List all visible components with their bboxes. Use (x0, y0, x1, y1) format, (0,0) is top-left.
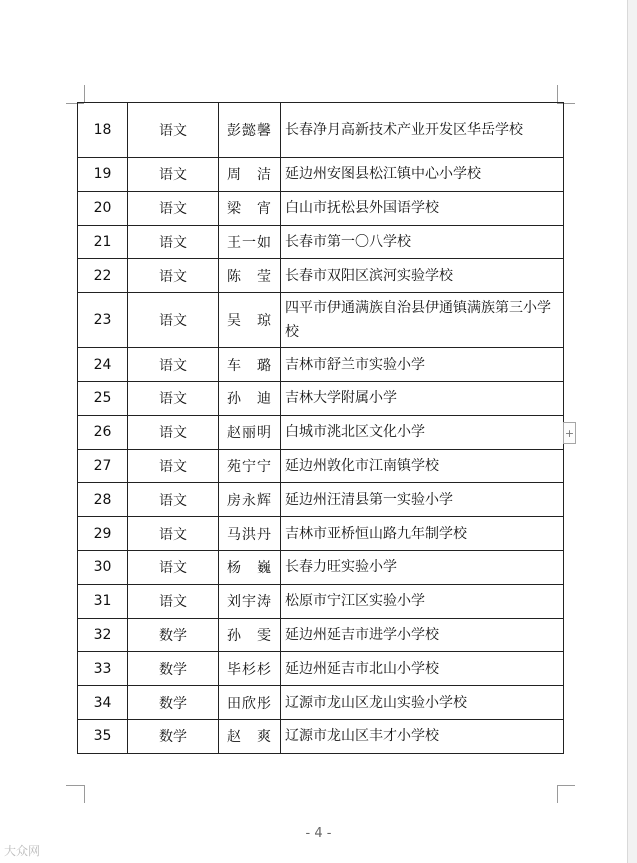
crop-mark-bottom-right-v (557, 785, 558, 803)
crop-mark-top-right-v (557, 85, 558, 103)
row-name: 赵 爽 (219, 719, 281, 753)
row-number: 26 (78, 415, 128, 449)
crop-mark-bottom-left-h (66, 785, 84, 786)
table-row (78, 293, 564, 348)
crop-mark-bottom-right-h (557, 785, 575, 786)
row-school: 延边州敦化市江南镇学校 (281, 449, 564, 483)
row-number: 22 (78, 259, 128, 293)
row-number: 27 (78, 449, 128, 483)
row-subject: 语文 (128, 348, 219, 382)
row-name: 毕杉杉 (219, 652, 281, 686)
row-school: 辽源市龙山区丰才小学校 (281, 719, 564, 753)
table-row (78, 449, 564, 483)
table-row (78, 584, 564, 618)
crop-mark-top-left-v (84, 85, 85, 103)
row-number: 25 (78, 381, 128, 415)
table-row (78, 550, 564, 584)
table-row (78, 381, 564, 415)
side-scroll-strip[interactable] (627, 0, 637, 863)
row-name: 刘宇涛 (219, 584, 281, 618)
row-number: 35 (78, 719, 128, 753)
row-number: 30 (78, 550, 128, 584)
row-subject: 语文 (128, 191, 219, 225)
expand-handle-icon[interactable]: + (563, 422, 576, 444)
table-row (78, 415, 564, 449)
row-name: 杨 巍 (219, 550, 281, 584)
row-school: 延边州安图县松江镇中心小学校 (281, 158, 564, 192)
row-subject: 数学 (128, 686, 219, 720)
row-number: 24 (78, 348, 128, 382)
row-name: 梁 宵 (219, 191, 281, 225)
row-school: 长春净月高新技术产业开发区华岳学校 (281, 103, 564, 158)
row-subject: 语文 (128, 259, 219, 293)
row-school: 长春市第一〇八学校 (281, 225, 564, 259)
row-number: 32 (78, 618, 128, 652)
table-row (78, 483, 564, 517)
row-subject: 数学 (128, 652, 219, 686)
row-number: 20 (78, 191, 128, 225)
table-row (78, 618, 564, 652)
row-subject: 语文 (128, 550, 219, 584)
watermark: 大众网 (4, 844, 41, 858)
row-subject: 语文 (128, 158, 219, 192)
row-name: 陈 莹 (219, 259, 281, 293)
row-school: 延边州延吉市进学小学校 (281, 618, 564, 652)
table-row (78, 686, 564, 720)
row-school: 白山市抚松县外国语学校 (281, 191, 564, 225)
row-subject: 语文 (128, 517, 219, 551)
row-name: 赵丽明 (219, 415, 281, 449)
row-name: 吴 琼 (219, 293, 281, 348)
row-subject: 数学 (128, 719, 219, 753)
row-school: 松原市宁江区实验小学 (281, 584, 564, 618)
row-number: 33 (78, 652, 128, 686)
row-school: 白城市洮北区文化小学 (281, 415, 564, 449)
row-name: 周 洁 (219, 158, 281, 192)
row-subject: 数学 (128, 618, 219, 652)
row-subject: 语文 (128, 293, 219, 348)
row-name: 孙 雯 (219, 618, 281, 652)
row-school: 四平市伊通满族自治县伊通镇满族第三小学校 (281, 293, 564, 348)
row-school: 延边州延吉市北山小学校 (281, 652, 564, 686)
row-school: 吉林大学附属小学 (281, 381, 564, 415)
row-school: 长春力旺实验小学 (281, 550, 564, 584)
row-school: 延边州汪清县第一实验小学 (281, 483, 564, 517)
row-name: 孙 迪 (219, 381, 281, 415)
row-number: 31 (78, 584, 128, 618)
row-number: 19 (78, 158, 128, 192)
row-school: 辽源市龙山区龙山实验小学校 (281, 686, 564, 720)
table-row (78, 259, 564, 293)
table-row (78, 719, 564, 753)
row-school: 吉林市舒兰市实验小学 (281, 348, 564, 382)
row-subject: 语文 (128, 103, 219, 158)
row-name: 王一如 (219, 225, 281, 259)
table-row (78, 517, 564, 551)
row-number: 23 (78, 293, 128, 348)
crop-mark-bottom-left-v (84, 785, 85, 803)
row-number: 29 (78, 517, 128, 551)
table-row (78, 225, 564, 259)
row-name: 房永辉 (219, 483, 281, 517)
row-subject: 语文 (128, 381, 219, 415)
row-name: 苑宁宁 (219, 449, 281, 483)
row-name: 田欣彤 (219, 686, 281, 720)
row-number: 28 (78, 483, 128, 517)
table-row (78, 158, 564, 192)
row-subject: 语文 (128, 415, 219, 449)
row-number: 34 (78, 686, 128, 720)
row-subject: 语文 (128, 483, 219, 517)
row-name: 彭懿馨 (219, 103, 281, 158)
roster-table (77, 102, 564, 754)
row-number: 18 (78, 103, 128, 158)
table-row (78, 652, 564, 686)
row-name: 马洪丹 (219, 517, 281, 551)
table-row (78, 191, 564, 225)
row-subject: 语文 (128, 225, 219, 259)
table-row (78, 103, 564, 158)
page-number: - 4 - (305, 826, 332, 841)
row-subject: 语文 (128, 449, 219, 483)
row-school: 长春市双阳区滨河实验学校 (281, 259, 564, 293)
table-row (78, 348, 564, 382)
row-school: 吉林市亚桥恒山路九年制学校 (281, 517, 564, 551)
row-name: 车 璐 (219, 348, 281, 382)
row-number: 21 (78, 225, 128, 259)
row-subject: 语文 (128, 584, 219, 618)
